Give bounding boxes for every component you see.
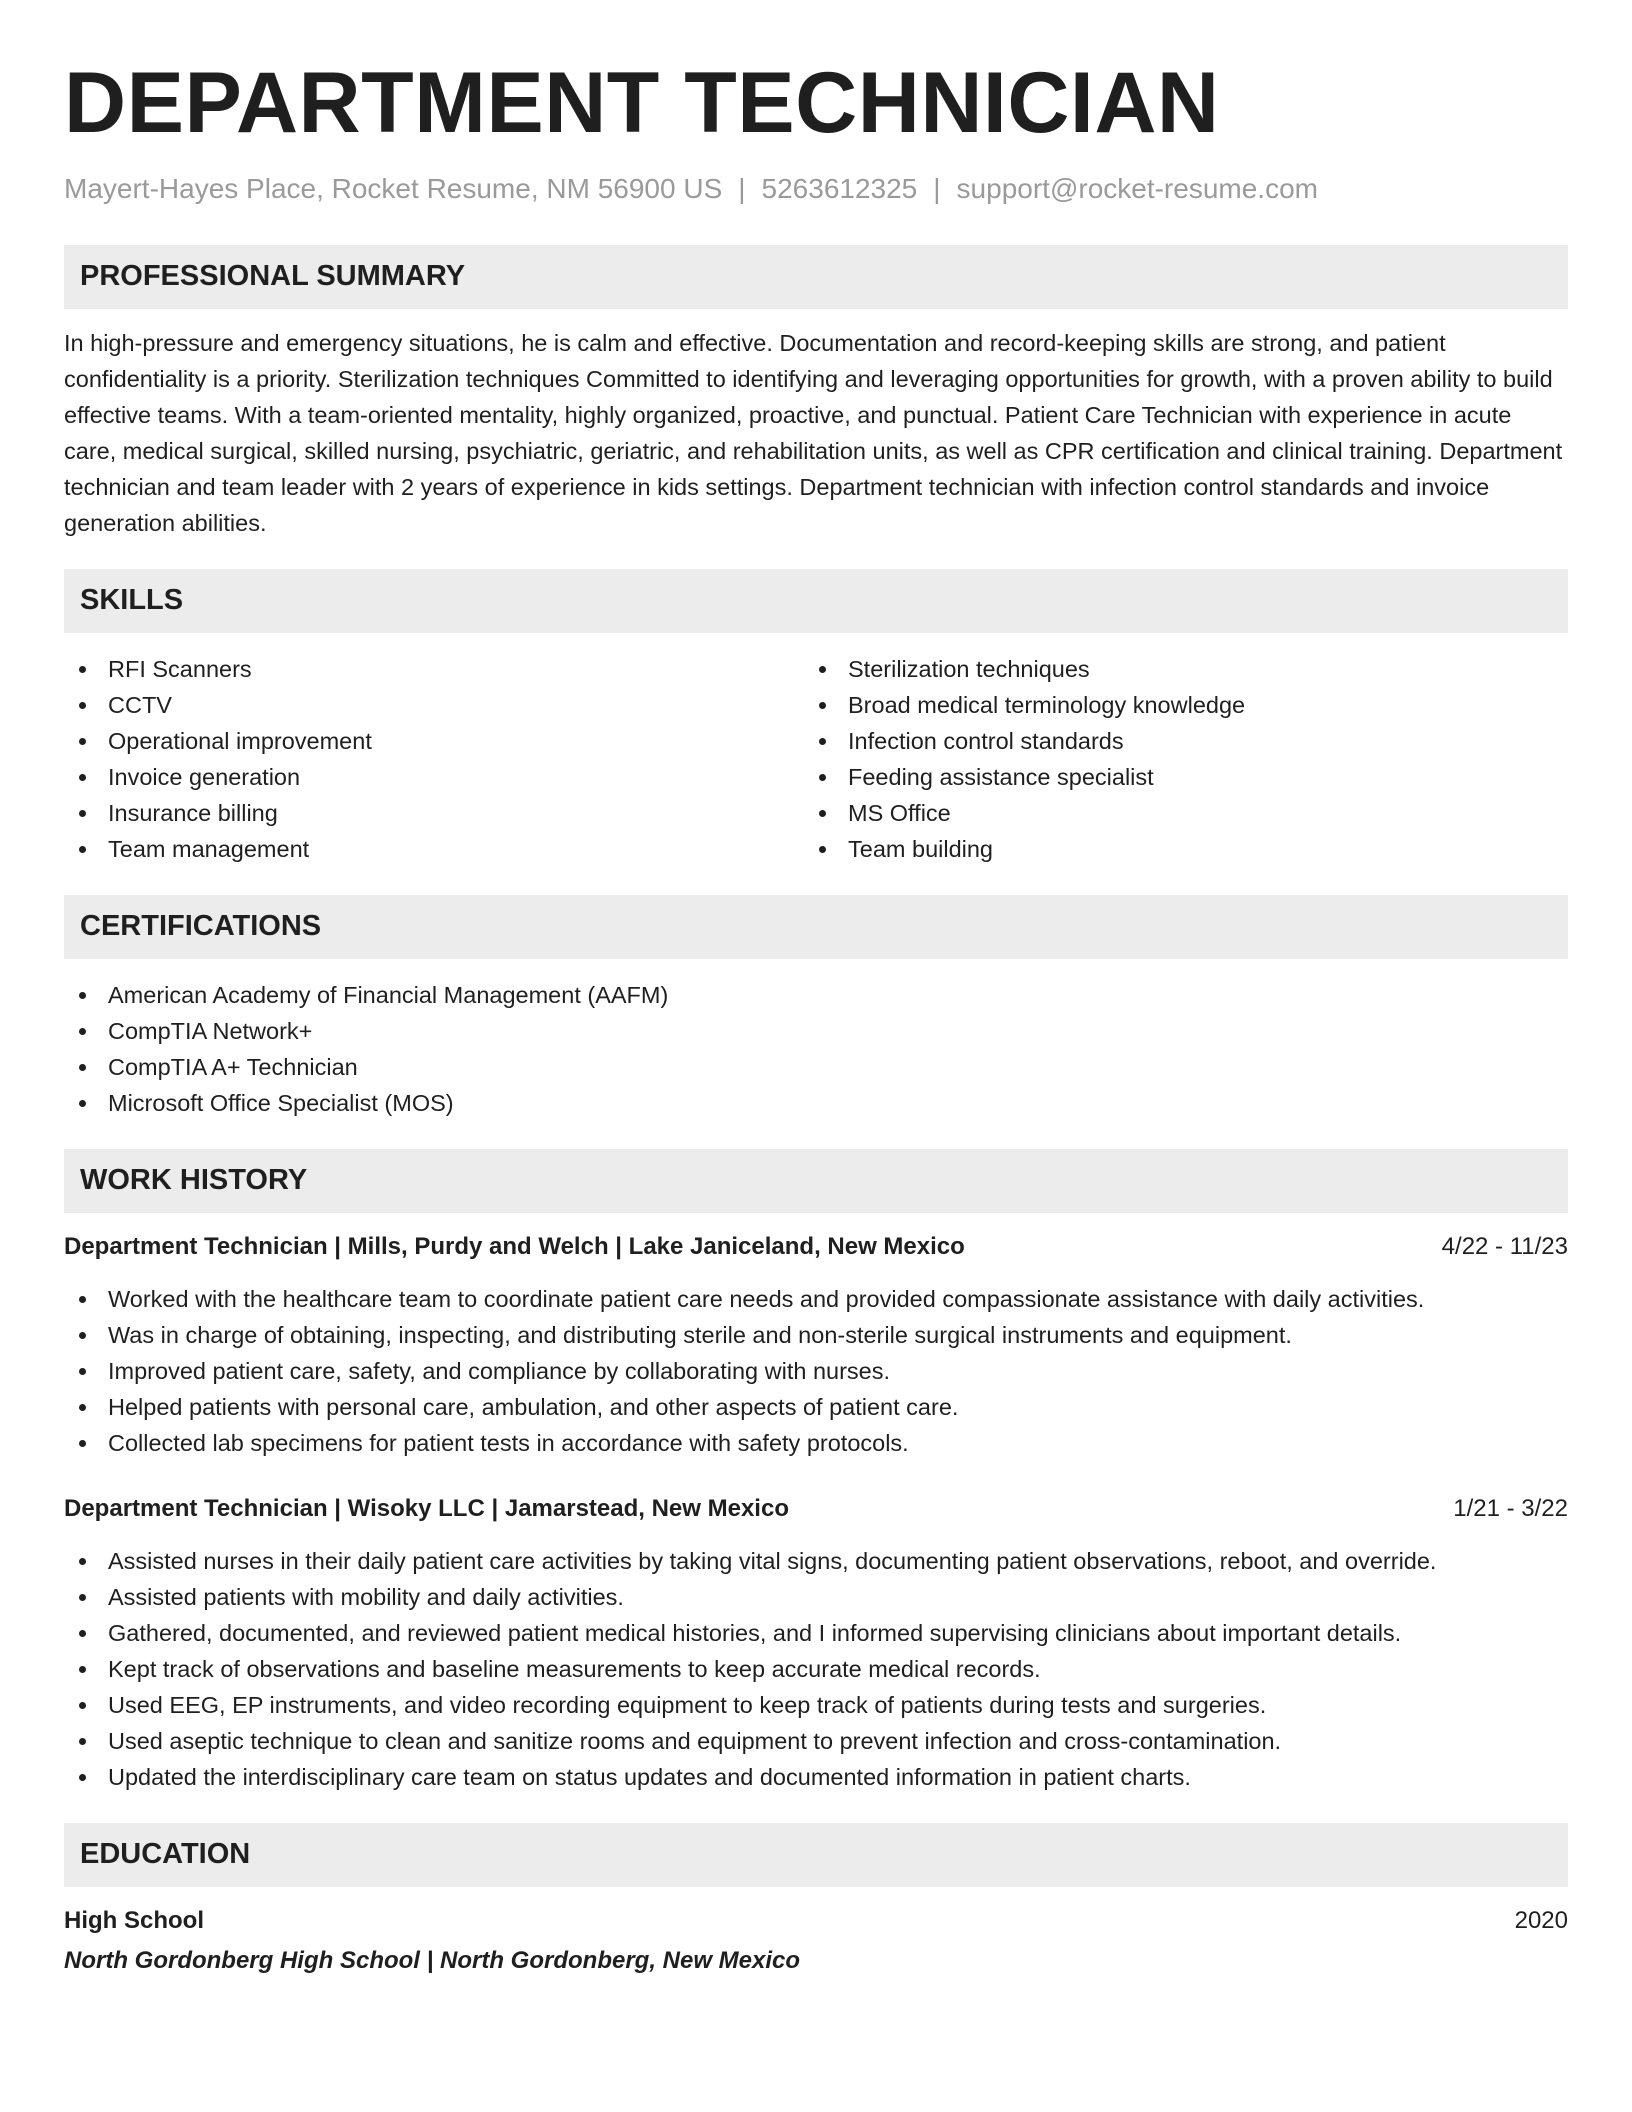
list-item: Infection control standards — [804, 723, 1544, 759]
list-item: Team building — [804, 831, 1544, 867]
list-item: Helped patients with personal care, ambulation, and other aspects of patient care. — [64, 1389, 1568, 1425]
list-item: Used EEG, EP instruments, and video recording equipment to keep track of patients during tests and surgeries. — [64, 1687, 1568, 1723]
section-heading-work-history: WORK HISTORY — [64, 1149, 1568, 1213]
list-item: Sterilization techniques — [804, 651, 1544, 687]
list-item: Assisted nurses in their daily patient care activities by taking vital signs, documenting patient observations, reboot, and override. — [64, 1543, 1568, 1579]
phone: 5263612325 — [761, 172, 918, 204]
education-year: 2020 — [1514, 1906, 1568, 1934]
skills-column-right — [804, 651, 1544, 867]
section-heading-certifications: CERTIFICATIONS — [64, 895, 1568, 959]
education-header — [64, 1903, 1568, 1939]
list-item: Operational improvement — [64, 723, 804, 759]
list-item: Collected lab specimens for patient tests in accordance with safety protocols. — [64, 1425, 1568, 1461]
summary-text: In high-pressure and emergency situations, he is calm and effective. Documentation and record-keeping skills are strong, and patient confidentiality is a priority. Sterilization techniques Committed to identifying and leveraging opportunities for growth, with a proven ability to build effective teams. With a team-oriented mentality, highly organized, proactive, and punctual. Patient Care Technician with experience in acute care, medical surgical, skilled nursing, psychiatric, geriatric, and rehabilitation units, as well as CPR certification and clinical training. Department technician and team leader with 2 years of experience in kids settings. Department technician with infection control standards and invoice generation abilities. — [64, 329, 1563, 536]
page-title: DEPARTMENT TECHNICIAN — [64, 55, 1220, 151]
skills-list — [64, 651, 1568, 867]
list-item: Kept track of observations and baseline measurements to keep accurate medical records. — [64, 1651, 1568, 1687]
section-heading-skills: SKILLS — [64, 569, 1568, 633]
separator: | — [933, 172, 941, 204]
list-item: Improved patient care, safety, and compliance by collaborating with nurses. — [64, 1353, 1568, 1389]
list-item: Team management — [64, 831, 804, 867]
list-item: Was in charge of obtaining, inspecting, and distributing sterile and non-sterile surgical instruments and equipment. — [64, 1317, 1568, 1353]
list-item: MS Office — [804, 795, 1544, 831]
list-item: Insurance billing — [64, 795, 804, 831]
list-item: Assisted patients with mobility and daily activities. — [64, 1579, 1568, 1615]
education-degree: High School — [64, 1906, 204, 1934]
job-duties-list — [64, 1543, 1568, 1795]
job-title: Department Technician | Wisoky LLC | Jamarstead, New Mexico — [64, 1494, 789, 1522]
list-item: American Academy of Financial Management (AAFM) — [64, 977, 1568, 1013]
section-heading-education: EDUCATION — [64, 1823, 1568, 1887]
list-item: Broad medical terminology knowledge — [804, 687, 1544, 723]
education-school: North Gordonberg High School | North Gordonberg, New Mexico — [64, 1946, 801, 1974]
separator: | — [738, 172, 746, 204]
list-item: Gathered, documented, and reviewed patient medical histories, and I informed supervising clinicians about important details. — [64, 1615, 1568, 1651]
list-item: CompTIA A+ Technician — [64, 1049, 1568, 1085]
job-dates: 4/22 - 11/23 — [1441, 1232, 1568, 1260]
section-heading-summary: PROFESSIONAL SUMMARY — [64, 245, 1568, 309]
job-title: Department Technician | Mills, Purdy and Welch | Lake Janiceland, New Mexico — [64, 1232, 965, 1260]
list-item: CCTV — [64, 687, 804, 723]
job-dates: 1/21 - 3/22 — [1453, 1494, 1568, 1522]
job-header — [64, 1229, 1568, 1265]
list-item: Used aseptic technique to clean and sanitize rooms and equipment to prevent infection and cross-contamination. — [64, 1723, 1568, 1759]
skills-column-left — [64, 651, 804, 867]
list-item: CompTIA Network+ — [64, 1013, 1568, 1049]
job-header — [64, 1491, 1568, 1527]
list-item: Updated the interdisciplinary care team on status updates and documented information in patient charts. — [64, 1759, 1568, 1795]
list-item: RFI Scanners — [64, 651, 804, 687]
list-item: Worked with the healthcare team to coordinate patient care needs and provided compassionate assistance with daily activities. — [64, 1281, 1568, 1317]
list-item: Feeding assistance specialist — [804, 759, 1544, 795]
email: support@rocket-resume.com — [956, 172, 1318, 204]
address: Mayert-Hayes Place, Rocket Resume, NM 56900 US — [64, 172, 723, 204]
list-item: Invoice generation — [64, 759, 804, 795]
contact-line — [64, 171, 1568, 207]
certifications-list — [64, 977, 1568, 1121]
job-duties-list — [64, 1281, 1568, 1461]
list-item: Microsoft Office Specialist (MOS) — [64, 1085, 1568, 1121]
